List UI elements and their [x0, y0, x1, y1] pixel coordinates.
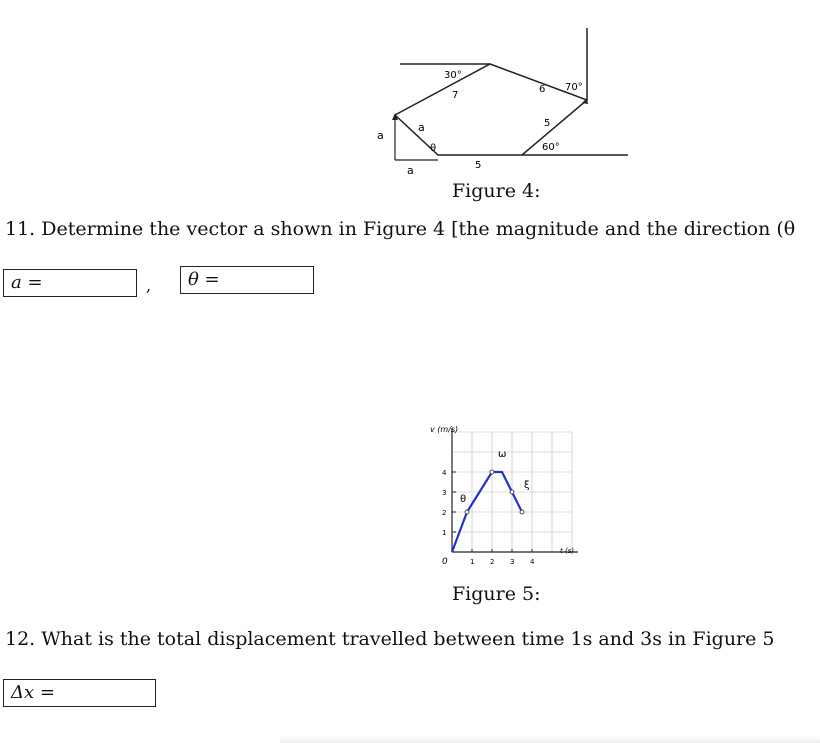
figure-5-chart — [420, 420, 580, 580]
label-ay: a — [377, 129, 384, 142]
data-point — [510, 490, 514, 494]
x-axis-label: t (s) — [560, 547, 575, 555]
figure-4-caption: Figure 4: — [452, 180, 541, 202]
label-5-right: 5 — [544, 118, 551, 129]
label-60: 60° — [542, 142, 560, 153]
y-tick-label: 1 — [442, 529, 447, 537]
question-11-text: 11. Determine the vector a shown in Figure 4 [the magnitude and the direction (θ — [5, 218, 796, 240]
question-12-text: 12. What is the total displacement travelled between time 1s and 3s in Figure 5 — [5, 628, 775, 650]
label-6: 6 — [539, 84, 546, 95]
y-tick-label: 4 — [442, 469, 447, 477]
segment-label-xi: ξ — [524, 480, 530, 491]
answer-theta-label: θ = — [188, 269, 220, 290]
label-ax: a — [407, 164, 414, 177]
answer-a-box[interactable] — [3, 269, 137, 297]
data-point — [465, 510, 469, 514]
data-point — [490, 470, 494, 474]
figure-4-diagram — [0, 0, 820, 180]
x-tick-label: 1 — [470, 558, 475, 566]
answer-a-label: a = — [11, 272, 43, 293]
answer-separator: , — [146, 276, 152, 295]
answer-a-input[interactable] — [44, 272, 132, 294]
data-point — [520, 510, 524, 514]
bottom-edge-shadow — [280, 736, 820, 743]
y-tick-label: 2 — [442, 509, 447, 517]
answer-dx-label: Δx = — [11, 682, 55, 703]
label-5-bottom: 5 — [475, 160, 482, 171]
segment-label-theta: θ — [460, 494, 467, 505]
y-tick-label: 3 — [442, 489, 447, 497]
answer-theta-box[interactable] — [180, 266, 314, 294]
x-tick-label: 4 — [530, 558, 535, 566]
label-70: 70° — [565, 82, 583, 93]
answer-dx-input[interactable] — [66, 682, 151, 704]
label-a: a — [418, 121, 425, 134]
answer-theta-input[interactable] — [221, 269, 309, 291]
y-axis-label: v (m/s) — [430, 425, 459, 434]
label-7: 7 — [452, 90, 459, 101]
label-30: 30° — [444, 70, 462, 81]
x-tick-label: 0 — [442, 557, 448, 567]
x-tick-label: 3 — [510, 558, 515, 566]
segment-label-omega: ω — [498, 449, 507, 460]
x-tick-label: 2 — [490, 558, 495, 566]
answer-dx-box[interactable] — [3, 679, 156, 707]
label-theta: θ — [430, 143, 437, 154]
figure-5-caption: Figure 5: — [452, 583, 541, 605]
